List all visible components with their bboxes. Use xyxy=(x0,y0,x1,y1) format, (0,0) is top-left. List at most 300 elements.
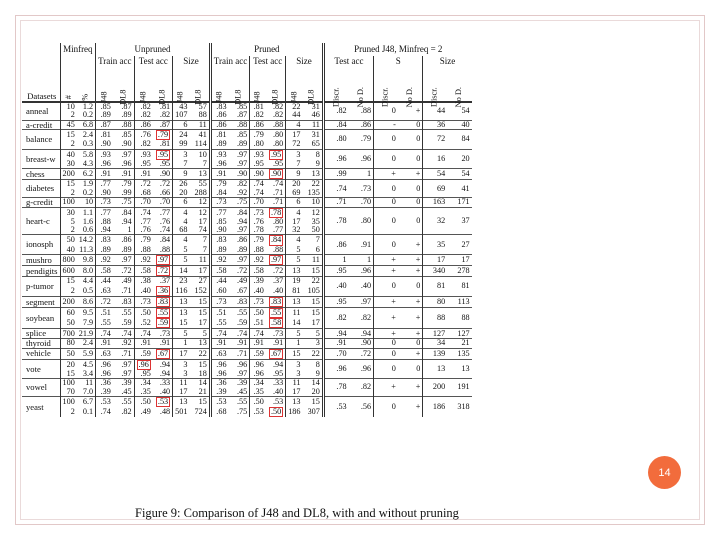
cell-value: 5 xyxy=(296,244,301,254)
cell-value: .89 xyxy=(216,139,227,149)
table-cell xyxy=(153,120,173,130)
table-cell xyxy=(113,286,134,297)
table-cell xyxy=(60,189,77,198)
table-cell: 44 xyxy=(423,102,447,120)
table-cell xyxy=(286,307,303,318)
table-cell: 0 xyxy=(374,235,398,255)
table-cell xyxy=(250,246,266,255)
cell-value: .90 xyxy=(253,169,264,179)
cell-value: .72 xyxy=(100,296,111,306)
table-cell: 0 xyxy=(398,180,423,198)
table-cell xyxy=(134,266,153,277)
table-cell xyxy=(302,140,323,149)
header-metric: S xyxy=(374,56,423,67)
cell-value: .97 xyxy=(236,149,248,159)
cell-value: 114 xyxy=(194,139,207,149)
table-cell: 127 xyxy=(447,329,471,339)
table-cell xyxy=(173,307,190,318)
cell-value: 4 xyxy=(296,207,301,217)
table-cell xyxy=(286,226,303,235)
cell-value: 13 xyxy=(292,296,301,306)
table-cell xyxy=(60,388,77,397)
table-cell xyxy=(250,407,266,417)
table-cell xyxy=(266,396,286,407)
cell-value: .51 xyxy=(216,307,227,317)
cell-value: .77 xyxy=(216,207,227,217)
table-cell xyxy=(286,197,303,207)
cell-value: 3 xyxy=(296,359,301,369)
table-cell xyxy=(286,348,303,359)
cell-value: .58 xyxy=(253,266,264,276)
dataset-name: mushro xyxy=(22,254,60,265)
cell-value: .92 xyxy=(121,338,132,348)
table-cell xyxy=(77,266,96,277)
table-cell: 139 xyxy=(423,348,447,359)
cell-value: 14 xyxy=(179,266,188,276)
table-cell xyxy=(77,388,96,397)
cell-value: .55 xyxy=(157,307,169,317)
table-cell: .95 xyxy=(323,296,348,307)
cell-value: 3 xyxy=(183,369,188,379)
cell-value: .87 xyxy=(121,102,132,112)
table-cell xyxy=(173,111,190,120)
cell-value: .34 xyxy=(140,378,151,388)
table-cell xyxy=(302,197,323,207)
table-cell xyxy=(134,246,153,255)
cell-value: 9 xyxy=(183,169,188,179)
cell-value: 600 xyxy=(62,266,75,276)
table-cell: 36 xyxy=(423,120,447,130)
table-cell xyxy=(60,286,77,297)
cell-value: .90 xyxy=(159,169,171,179)
table-cell xyxy=(96,266,113,277)
table-cell xyxy=(60,197,77,207)
cell-value: 7 xyxy=(183,158,188,168)
cell-value: 107 xyxy=(175,110,188,120)
cell-value: 6.8 xyxy=(82,119,94,129)
table-cell xyxy=(113,307,134,318)
table-cell: .88 xyxy=(349,102,374,120)
dataset-name: g-credit xyxy=(22,197,60,207)
cell-value: 1.1 xyxy=(82,207,94,217)
header-column-label: No D. xyxy=(454,86,464,108)
cell-value: .80 xyxy=(272,139,284,149)
table-cell xyxy=(250,266,266,277)
cell-value: 2 xyxy=(70,407,75,417)
table-cell xyxy=(302,407,323,417)
dataset-name: thyroid xyxy=(22,338,60,348)
table-cell xyxy=(77,160,96,169)
table-cell xyxy=(229,254,250,265)
table-cell xyxy=(250,307,266,318)
cell-value: 15 xyxy=(66,276,75,286)
table-cell xyxy=(210,318,228,329)
table-cell: .73 xyxy=(349,180,374,198)
cell-value: 186 xyxy=(288,407,301,417)
cell-value: .90 xyxy=(100,139,111,149)
table-cell xyxy=(286,407,303,417)
table-cell xyxy=(134,120,153,130)
table-cell xyxy=(113,120,134,130)
cell-value: 1.6 xyxy=(82,216,94,226)
table-cell: 278 xyxy=(447,266,471,277)
cell-value: 69 xyxy=(292,187,301,197)
table-cell xyxy=(77,189,96,198)
cell-value: 60 xyxy=(66,307,75,317)
cell-value: .55 xyxy=(270,307,282,317)
cell-value: .73 xyxy=(140,296,151,306)
cell-value: .96 xyxy=(216,369,227,379)
table-cell xyxy=(189,111,210,120)
cell-value: .72 xyxy=(159,179,171,189)
table-cell xyxy=(266,169,286,180)
table-cell xyxy=(266,318,286,329)
table-cell xyxy=(173,197,190,207)
cell-value: .39 xyxy=(216,386,227,396)
dataset-name: heart-c xyxy=(22,207,60,235)
table-cell: + xyxy=(398,396,423,417)
table-cell xyxy=(153,197,173,207)
cell-value: .67 xyxy=(236,285,248,295)
cell-value: .88 xyxy=(253,244,264,254)
cell-value: .92 xyxy=(253,254,264,264)
table-cell xyxy=(134,296,153,307)
table-cell xyxy=(266,189,286,198)
table-cell xyxy=(134,160,153,169)
cell-value: 135 xyxy=(307,187,320,197)
table-cell xyxy=(210,329,228,339)
table-cell xyxy=(302,266,323,277)
cell-value: .74 xyxy=(253,328,264,338)
table-cell xyxy=(113,277,134,286)
cell-value: 10 xyxy=(84,197,94,207)
cell-value: .81 xyxy=(100,130,111,140)
table-cell xyxy=(96,329,113,339)
cell-value: .35 xyxy=(140,386,151,396)
cell-value: 4.4 xyxy=(82,276,94,286)
table-cell: .74 xyxy=(323,180,348,198)
table-cell: 0 xyxy=(398,359,423,379)
cell-value: 0.2 xyxy=(82,187,94,197)
cell-value: .73 xyxy=(253,207,264,217)
cell-value: .97 xyxy=(121,149,132,159)
cell-value: .70 xyxy=(253,197,264,207)
table-cell: .40 xyxy=(323,277,348,297)
cell-value: .74 xyxy=(159,225,171,235)
table-cell xyxy=(286,266,303,277)
cell-value: .90 xyxy=(100,187,111,197)
table-cell xyxy=(189,277,210,286)
table-cell xyxy=(134,407,153,417)
table-cell xyxy=(173,396,190,407)
cell-value: .95 xyxy=(159,158,171,168)
table-cell xyxy=(286,120,303,130)
dataset-name: pendigits xyxy=(22,266,60,277)
table-cell xyxy=(302,307,323,318)
cell-value: 46 xyxy=(311,110,320,120)
cell-value: .96 xyxy=(100,369,111,379)
table-cell: .97 xyxy=(349,296,374,307)
table-cell xyxy=(96,296,113,307)
table-cell xyxy=(210,348,228,359)
table-cell xyxy=(210,277,228,286)
cell-value: .72 xyxy=(272,266,284,276)
cell-value: .88 xyxy=(272,244,284,254)
header-column-label: DL8 xyxy=(233,89,243,105)
table-cell xyxy=(189,140,210,149)
cell-value: .60 xyxy=(216,285,227,295)
header-column-label: DL8 xyxy=(193,89,203,105)
table-cell xyxy=(250,348,266,359)
header-column-cell xyxy=(229,67,250,105)
table-cell: 0 xyxy=(374,130,398,150)
table-cell xyxy=(77,111,96,120)
cell-value: 0.1 xyxy=(82,407,94,417)
dataset-name: diabetes xyxy=(22,180,60,198)
slide-number-badge: 14 xyxy=(648,456,681,489)
table-cell xyxy=(153,111,173,120)
table-cell: .99 xyxy=(323,169,348,180)
cell-value: .91 xyxy=(159,338,171,348)
cell-value: 9 xyxy=(315,158,320,168)
table-cell xyxy=(286,277,303,286)
table-cell: 84 xyxy=(447,130,471,150)
cell-value: 15 xyxy=(198,396,207,406)
cell-value: 50 xyxy=(66,235,75,245)
table-cell xyxy=(173,189,190,198)
table-cell xyxy=(210,266,228,277)
table-cell xyxy=(96,246,113,255)
table-cell: .84 xyxy=(323,120,348,130)
header-column-cell xyxy=(113,67,134,105)
cell-value: .74 xyxy=(216,328,227,338)
header-column-cell xyxy=(323,67,348,107)
table-cell xyxy=(153,338,173,348)
table-cell xyxy=(189,197,210,207)
cell-value: .77 xyxy=(100,179,111,189)
cell-value: 20 xyxy=(311,386,320,396)
table-cell xyxy=(173,318,190,329)
cell-value: 10 xyxy=(198,149,207,159)
table-cell xyxy=(134,277,153,286)
cell-value: .77 xyxy=(140,216,151,226)
cell-value: .79 xyxy=(140,235,151,245)
cell-value: 8.6 xyxy=(82,296,94,306)
header-column-cell xyxy=(374,67,398,107)
header-blank xyxy=(22,43,60,56)
cell-value: .82 xyxy=(140,139,151,149)
table-cell xyxy=(60,226,77,235)
table-row xyxy=(22,348,472,359)
table-cell xyxy=(60,160,77,169)
table-cell xyxy=(113,266,134,277)
cell-value: 7 xyxy=(296,158,301,168)
table-cell xyxy=(173,140,190,149)
cell-value: 31 xyxy=(311,130,320,140)
table-cell: + xyxy=(398,348,423,359)
cell-value: 50 xyxy=(66,318,75,328)
cell-value: .79 xyxy=(253,130,264,140)
table-cell xyxy=(189,307,210,318)
table-cell xyxy=(189,235,210,246)
table-cell xyxy=(134,348,153,359)
cell-value: .37 xyxy=(272,276,284,286)
cell-value: .79 xyxy=(157,130,169,140)
table-cell xyxy=(96,277,113,286)
cell-value: .68 xyxy=(140,187,151,197)
cell-value: .50 xyxy=(253,396,264,406)
header-column-label: J48 xyxy=(176,90,186,103)
table-cell xyxy=(250,388,266,397)
cell-value: .88 xyxy=(272,119,284,129)
table-cell: 20 xyxy=(447,149,471,169)
cell-value: 2 xyxy=(70,139,75,149)
cell-value: 22 xyxy=(311,348,320,358)
cell-value: .53 xyxy=(272,396,284,406)
table-cell xyxy=(286,169,303,180)
cell-value: .71 xyxy=(121,285,132,295)
cell-value: 22 xyxy=(311,276,320,286)
cell-value: .95 xyxy=(272,158,284,168)
cell-value: .86 xyxy=(121,235,132,245)
header-column-cell xyxy=(286,67,303,102)
table-cell xyxy=(250,296,266,307)
cell-value: .74 xyxy=(140,328,151,338)
table-cell xyxy=(266,307,286,318)
table-cell xyxy=(60,111,77,120)
cell-value: .71 xyxy=(272,187,284,197)
cell-value: .87 xyxy=(236,110,248,120)
cell-value: 13 xyxy=(179,296,188,306)
table-cell: 17 xyxy=(423,254,447,265)
header-column-cell xyxy=(398,67,423,108)
cell-value: .88 xyxy=(236,119,248,129)
cell-value: .81 xyxy=(216,130,227,140)
cell-value: 200 xyxy=(62,169,75,179)
cell-value: 12 xyxy=(311,207,320,217)
table-cell xyxy=(77,140,96,149)
table-cell xyxy=(210,160,228,169)
cell-value: 9 xyxy=(296,169,301,179)
table-cell xyxy=(210,396,228,407)
cell-value: 0.5 xyxy=(82,285,94,295)
cell-value: .40 xyxy=(159,386,171,396)
cell-value: 55 xyxy=(198,179,207,189)
dataset-name: splice xyxy=(22,329,60,339)
cell-value: 50 xyxy=(66,348,75,358)
cell-value: .72 xyxy=(157,266,169,276)
table-cell xyxy=(173,226,190,235)
cell-value: 5 xyxy=(296,328,301,338)
header-row-metrics xyxy=(22,56,472,67)
cell-value: .86 xyxy=(140,119,151,129)
table-cell xyxy=(266,111,286,120)
table-cell xyxy=(153,246,173,255)
table-cell xyxy=(153,348,173,359)
table-cell xyxy=(266,120,286,130)
header-column-label: DL8 xyxy=(117,89,127,105)
table-cell xyxy=(77,226,96,235)
table-cell: 54 xyxy=(447,102,471,120)
table-cell: + xyxy=(398,329,423,339)
table-cell xyxy=(189,266,210,277)
cell-value: 81 xyxy=(292,285,301,295)
cell-value: 100 xyxy=(62,378,75,388)
cell-value: .67 xyxy=(157,348,169,358)
cell-value: .83 xyxy=(157,296,169,306)
table-cell: 1 xyxy=(323,254,348,265)
table-cell xyxy=(153,266,173,277)
table-cell: .79 xyxy=(349,130,374,150)
table-cell xyxy=(134,197,153,207)
table-cell xyxy=(250,277,266,286)
cell-value: 27 xyxy=(198,276,207,286)
cell-value: .58 xyxy=(216,266,227,276)
cell-value: .85 xyxy=(216,216,227,226)
cell-value: .58 xyxy=(270,318,282,328)
cell-value: .90 xyxy=(216,225,227,235)
table-cell xyxy=(266,329,286,339)
cell-value: .53 xyxy=(216,396,227,406)
cell-value: 15 xyxy=(198,359,207,369)
table-cell xyxy=(302,160,323,169)
table-cell: 0 xyxy=(398,338,423,348)
header-column-label: DL8 xyxy=(157,89,167,105)
cell-value: .79 xyxy=(253,235,264,245)
figure-caption: Figure 9: Comparison of J48 and DL8, with and without pruning xyxy=(135,506,459,520)
cell-value: .94 xyxy=(121,216,132,226)
cell-value: 32 xyxy=(292,225,301,235)
table-cell xyxy=(113,318,134,329)
table-cell: 171 xyxy=(447,197,471,207)
table-cell xyxy=(302,254,323,265)
table-cell xyxy=(113,348,134,359)
cell-value: 13 xyxy=(198,338,207,348)
cell-value: .49 xyxy=(140,407,151,417)
cell-value: .59 xyxy=(140,348,151,358)
cell-value: 800 xyxy=(62,254,75,264)
header-metric: Train acc xyxy=(96,56,134,67)
table-cell xyxy=(173,329,190,339)
cell-value: 5 xyxy=(315,328,320,338)
cell-value: .75 xyxy=(236,407,248,417)
table-cell xyxy=(113,338,134,348)
cell-value: .40 xyxy=(272,386,284,396)
table-cell xyxy=(189,160,210,169)
cell-value: 13 xyxy=(179,307,188,317)
cell-value: 15 xyxy=(198,296,207,306)
table-cell xyxy=(60,296,77,307)
cell-value: .95 xyxy=(157,149,169,159)
cell-value: 15 xyxy=(292,348,301,358)
header-blank xyxy=(60,56,96,67)
table-cell xyxy=(229,246,250,255)
table-cell xyxy=(250,140,266,149)
header-column-label: # xyxy=(63,94,73,99)
cell-value: .73 xyxy=(216,296,227,306)
table-cell xyxy=(113,388,134,397)
cell-value: 6 xyxy=(296,197,301,207)
table-cell xyxy=(60,254,77,265)
cell-value: 2 xyxy=(70,187,75,197)
table-cell xyxy=(210,197,228,207)
table-cell xyxy=(189,246,210,255)
table-cell xyxy=(134,140,153,149)
cell-value: .80 xyxy=(272,130,284,140)
table-cell: .96 xyxy=(349,359,374,379)
table-cell xyxy=(229,120,250,130)
table-cell xyxy=(134,111,153,120)
